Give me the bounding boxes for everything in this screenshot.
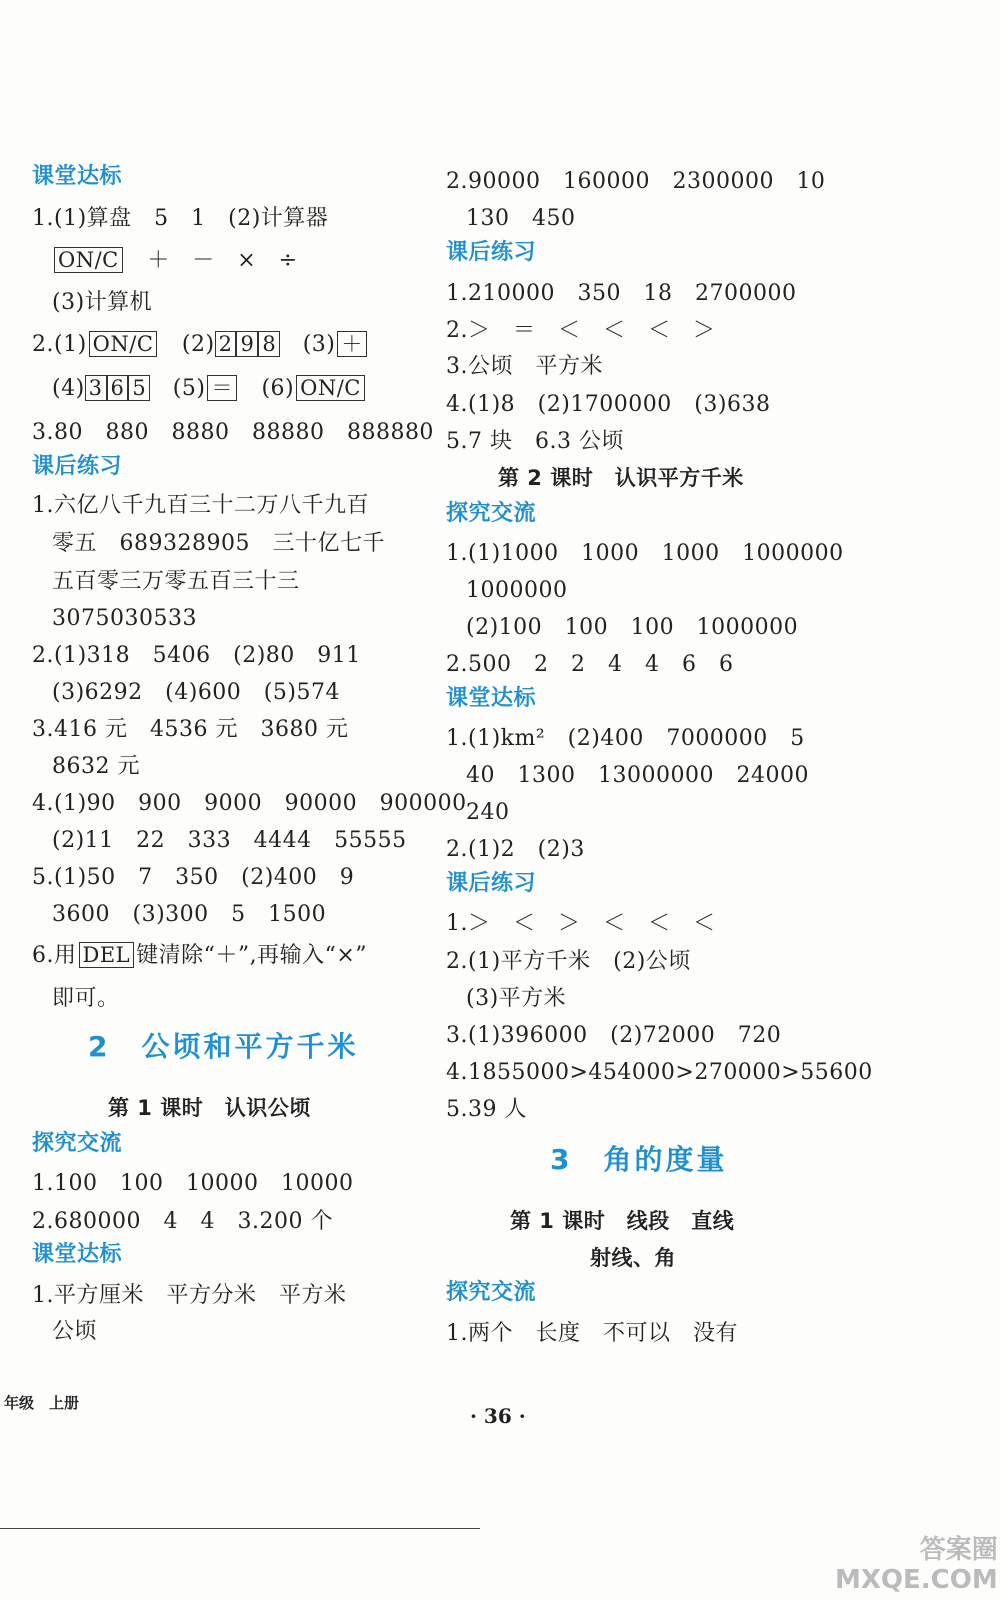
grade-label: 年级 上册 xyxy=(4,1394,80,1412)
key-group xyxy=(85,376,151,401)
answer-line: 2.90000 160000 2300000 10 xyxy=(446,169,826,194)
key-box: ON/C xyxy=(296,375,365,401)
answer-text: (4) xyxy=(52,376,85,401)
answer-line: 1000000 xyxy=(466,578,568,603)
section-heading: 课后练习 xyxy=(446,871,537,896)
answer-line: 130 450 xyxy=(466,206,576,231)
answer-line: 3.公顷 平方米 xyxy=(446,354,603,379)
answer-line: 5.(1)50 7 350 (2)400 9 xyxy=(32,865,355,890)
key-box: 9 xyxy=(236,331,258,357)
key-box: 5 xyxy=(128,375,150,401)
key-group xyxy=(215,332,281,357)
answer-line: 3.(1)396000 (2)72000 720 xyxy=(446,1023,782,1048)
answer-line: 3.416 元 4536 元 3680 元 xyxy=(32,717,349,742)
answer-line: 1.(1)km² (2)400 7000000 5 xyxy=(446,726,805,751)
answer-line xyxy=(52,375,367,403)
answer-line: 1.210000 350 18 2700000 xyxy=(446,281,797,306)
answer-text: 键清除“＋”,再输入“×” xyxy=(136,943,368,968)
answer-line: 240 xyxy=(466,800,510,825)
section-heading: 课堂达标 xyxy=(446,686,537,711)
answer-line: 8632 元 xyxy=(52,754,140,779)
key-box: ＋ xyxy=(337,331,367,357)
section-heading: 探究交流 xyxy=(446,1280,537,1305)
answer-line: 1.六亿八千九百三十二万八千九百 xyxy=(32,493,369,518)
page-number: · 36 · xyxy=(470,1404,526,1428)
answer-line: 4.(1)90 900 9000 90000 900000 xyxy=(32,791,467,816)
answer-text: (3) xyxy=(280,332,336,357)
section-heading: 课堂达标 xyxy=(32,164,123,189)
answer-line: 4.(1)8 (2)1700000 (3)638 xyxy=(446,392,771,417)
answer-line: 3.80 880 8880 88880 888880 xyxy=(32,420,434,445)
answer-line: 1.(1)1000 1000 1000 1000000 xyxy=(446,541,844,566)
answer-line: 2.(1)2 (2)3 xyxy=(446,837,585,862)
answer-line xyxy=(52,247,298,275)
key-box: ON/C xyxy=(54,247,123,273)
answer-line: 2.(1)平方千米 (2)公顷 xyxy=(446,949,691,974)
answer-line: 5.39 人 xyxy=(446,1097,527,1122)
answer-line: 2.500 2 2 4 4 6 6 xyxy=(446,652,734,677)
key-box: 8 xyxy=(258,331,280,357)
chapter-title: 3 角的度量 xyxy=(550,1143,728,1176)
watermark-logo: 答案圈 MXQE.COM xyxy=(835,1535,998,1595)
section-heading: 课后练习 xyxy=(446,240,537,265)
chapter-title: 2 公顷和平方千米 xyxy=(88,1030,359,1063)
answer-text: 2.(1) xyxy=(32,332,87,357)
answer-line: 1.平方厘米 平方分米 平方米 xyxy=(32,1283,347,1308)
answer-text: (5) xyxy=(150,376,206,401)
key-box: 6 xyxy=(107,375,129,401)
answer-line: 1.两个 长度 不可以 没有 xyxy=(446,1321,738,1346)
key-box: 2 xyxy=(215,331,237,357)
answer-line: 五百零三万零五百三十三 xyxy=(52,569,300,594)
lesson-title: 射线、角 xyxy=(590,1246,676,1270)
answer-line: 40 1300 13000000 24000 xyxy=(466,763,809,788)
answer-line: 2.＞ ＝ ＜ ＜ ＜ ＞ xyxy=(446,318,716,343)
answer-text: ＋ － × ÷ xyxy=(124,248,298,273)
answer-text: 6.用 xyxy=(32,943,77,968)
answer-line: 2.(1)318 5406 (2)80 911 xyxy=(32,643,361,668)
key-box: ON/C xyxy=(89,331,158,357)
answer-line: 零五 689328905 三十亿七千 xyxy=(52,531,385,556)
answer-text: (6) xyxy=(238,376,295,401)
answer-text: (2) xyxy=(159,332,215,357)
answer-line: 5.7 块 6.3 公顷 xyxy=(446,429,624,454)
answer-line: (3)6292 (4)600 (5)574 xyxy=(52,680,340,705)
answer-line xyxy=(32,331,369,359)
lesson-title: 第 2 课时 认识平方千米 xyxy=(498,466,744,490)
section-heading: 探究交流 xyxy=(32,1131,123,1156)
divider xyxy=(0,1528,480,1529)
answer-line: (3)平方米 xyxy=(466,986,567,1011)
key-box: ＝ xyxy=(207,375,237,401)
answer-line: 即可。 xyxy=(52,986,120,1011)
answer-line: 1.100 100 10000 10000 xyxy=(32,1171,354,1196)
section-heading: 探究交流 xyxy=(446,501,537,526)
answer-line: 1.＞ ＜ ＞ ＜ ＜ ＜ xyxy=(446,911,716,936)
answer-line: 4.1855000>454000>270000>55600 xyxy=(446,1060,873,1085)
answer-line xyxy=(32,942,367,970)
answer-line: 1.(1)算盘 5 1 (2)计算器 xyxy=(32,206,329,231)
lesson-title: 第 1 课时 线段 直线 xyxy=(510,1209,735,1233)
answer-line: 3075030533 xyxy=(52,606,197,631)
answer-line: 公顷 xyxy=(52,1319,98,1344)
key-box: 3 xyxy=(85,375,107,401)
answer-line: 3600 (3)300 5 1500 xyxy=(52,902,327,927)
answer-line: (2)11 22 333 4444 55555 xyxy=(52,828,407,853)
section-heading: 课后练习 xyxy=(32,454,123,479)
section-heading: 课堂达标 xyxy=(32,1242,123,1267)
answer-line: (2)100 100 100 1000000 xyxy=(466,615,799,640)
lesson-title: 第 1 课时 认识公顷 xyxy=(108,1096,311,1120)
answer-line: (3)计算机 xyxy=(52,290,153,315)
key-box: DEL xyxy=(79,942,135,968)
answer-line: 2.680000 4 4 3.200 个 xyxy=(32,1209,333,1234)
